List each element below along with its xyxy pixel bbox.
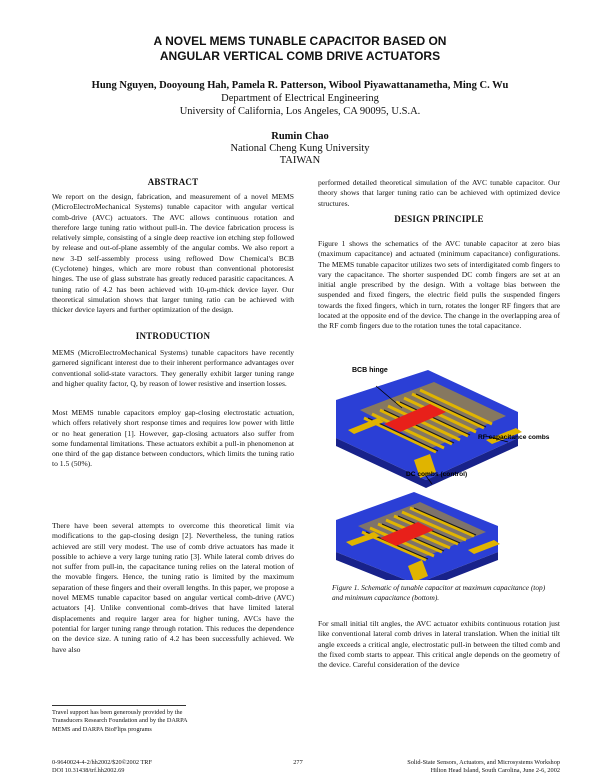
affiliation-ncku: National Cheng Kung University bbox=[230, 143, 370, 154]
label-rf-combs: RF capacitance combs bbox=[478, 434, 550, 441]
after-figure-text: For small initial tilt angles, the AVC actuator exhibits continuous rotation just like conventional lateral comb drives in lateral translation. When the initial tilt angle exceeds a critical angle, electrostatic pull-in between the tilted comb and the fixed comb starts to appear. This critical angle depends on the geometry of the device. Careful consideration of the device bbox=[318, 619, 560, 670]
design-principle-heading: DESIGN PRINCIPLE bbox=[394, 214, 484, 224]
intro-paragraph-2: Most MEMS tunable capacitors employ gap-closing electrostatic actuation, which offers relatively short response times and requires low power with little or no heat generation [1]. However, gap-closing actuators also suffer from some fundamental limitations. These actuators exhibit a pull-in phenomenon at one third of the gap distance between conductors, which limits the tuning ratio to 1.5 (50%). bbox=[52, 408, 294, 469]
paper-title-line1: A NOVEL MEMS TUNABLE CAPACITOR BASED ON bbox=[153, 34, 447, 48]
intro-paragraph-3: There have been several attempts to overcome this theoretical limit via modifications to the gap-closing design [2]. Nevertheless, the tuning ratios achieved are still very modest. The use of comb drive actuators has made it possible to achieve a very large tuning ratio [3]. While lateral comb drives do not suffer from pull-in, the capacitance tuning relies on the lateral motion of the movable fingers. Hence, the tuning ratio is limited by the maximum separation of these fingers and their overall lengths. In this paper, we propose a novel MEMS tunable capacitor based on angular vertical comb-drive (AVC) actuators [4]. Unlike conventional comb-drives that have limited lateral displacements and require larger area for higher tuning, AVCs have the potential for larger tuning range through rotation. This reduces the dependence on the device size. A tuning ratio of 4.2 has been successfully achieved. We have also bbox=[52, 521, 294, 654]
footer-location: Hilton Head Island, South Carolina, June 2-6, 2002 bbox=[430, 767, 560, 775]
label-bcb-hinge: BCB hinge bbox=[352, 367, 388, 374]
secondary-author: Rumin Chao bbox=[271, 131, 329, 142]
affiliation-university: University of California, Los Angeles, CA 90095, U.S.A. bbox=[179, 106, 421, 117]
figure-1-caption: Figure 1. Schematic of tunable capacitor at maximum capacitance (top) and minimum capacitance (bottom). bbox=[332, 583, 546, 602]
introduction-heading: INTRODUCTION bbox=[135, 331, 211, 341]
figure-1-schematic bbox=[318, 360, 560, 580]
device-bottom bbox=[336, 492, 500, 580]
intro-paragraph-1: MEMS (MicroElectroMechanical Systems) tunable capacitors have recently garnered significant interest due to their inherent performance advantages over conventional solid-state varactors. They generally exhibit larger tuning range and higher quality factor, Q, by reason of lower resistive and insertion losses. bbox=[52, 348, 294, 388]
footnote-rule bbox=[52, 705, 186, 706]
page-number: 277 bbox=[293, 759, 303, 766]
footer-workshop: Solid-State Sensors, Actuators, and Microsystems Workshop bbox=[407, 759, 560, 766]
footnote-line-2: Transducers Research Foundation and by the DARPA bbox=[52, 717, 188, 725]
footer-doi: DOI 10.31438/trf.hh2002.69 bbox=[52, 767, 125, 775]
footnote bbox=[52, 709, 294, 734]
affiliation-country: TAIWAN bbox=[279, 155, 321, 166]
footer-left bbox=[52, 759, 242, 776]
paper-title-line2: ANGULAR VERTICAL COMB DRIVE ACTUATORS bbox=[159, 49, 441, 63]
footer-isbn: 0-9640024-4-2/hh2002/$20©2002 TRF bbox=[52, 759, 152, 766]
abstract-heading: ABSTRACT bbox=[147, 177, 199, 187]
label-dc-combs: DC combs (control) bbox=[406, 471, 468, 478]
footnote-line-3: MEMS and DARPA BioFlips programs bbox=[52, 725, 152, 733]
footnote-line-1: Travel support has been generously provided by the bbox=[52, 709, 183, 716]
author-list: Hung Nguyen, Dooyoung Hah, Pamela R. Patterson, Wibool Piyawattanametha, Ming C. Wu bbox=[91, 80, 509, 91]
abstract-text: We report on the design, fabrication, and measurement of a novel MEMS (MicroElectroMechanical Systems) tunable capacitor with angular vertical comb-drive (AVC) actuators. The AVC allows continuous rotation and therefore large tuning ratio without pull-in. The device fabrication process is relatively simple, consisting of a single deep reactive ion etching step followed by release and out-of-plane assembly of the angular combs. We also report a new 3-D self-assembly process using reflowed Dow Chemical's BCB (Cyclotene) hinges, which are more robust than conventional photoresist hinges. The use of glass substrate has greatly reduced parasitic capacitances. A tuning ratio of 4.2 has been achieved with 10-μm-thick device layer. Our theoretical simulation shows that larger tuning ratio can be achieved with thicker device layers and further optimization of the design. bbox=[52, 192, 294, 315]
design-principle-text: Figure 1 shows the schematics of the AVC tunable capacitor at zero bias (maximum capacitance) and actuated (minimum capacitance) configurations. The MEMS tunable capacitor utilizes two sets of interdigitated comb fingers to vary the capacitance. The shorter suspended DC comb fingers are set at an initial angle prescribed by the design. With a voltage bias between the suspended and fixed fingers, the electric field pulls the suspended fingers towards the fixed fingers, which in turn, rotates the longer RF fingers that are located at the opposite end of the device. The change in the overlapping area of the RF comb fingers due to the rotation tunes the total capacitance. bbox=[318, 239, 560, 331]
footer-right bbox=[340, 759, 560, 776]
intro-continued: performed detailed theoretical simulation of the AVC tunable capacitor. Our theory shows that larger tuning ratio can be achieved with optimized device structures. bbox=[318, 178, 560, 208]
affiliation-department: Department of Electrical Engineering bbox=[221, 93, 379, 104]
